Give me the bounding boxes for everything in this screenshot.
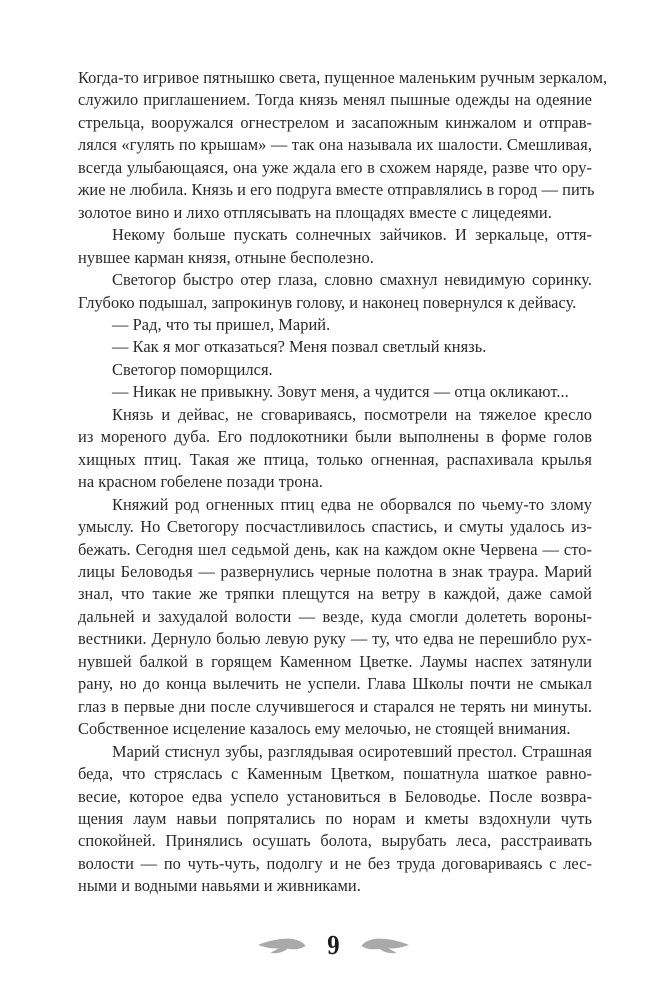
text-line: лялся «гулять по крышам» — так она называла их шалости. Смешливая, [78,135,592,155]
text-line: — Как я мог отказаться? Меня позвал светлый князь. [112,337,487,357]
text-line: умыслу. Но Светогору посчастливилось спастись, и смуты удалось из- [78,517,592,537]
paragraph [78,741,592,898]
text-line: Светогор поморщился. [112,359,273,379]
text-line: рану, но до конца вылечить не успели. Глава Школы почти не смыкал [78,674,592,694]
text-line: знал, что такие же тряпки плещутся на ветру в каждой, даже самой [78,584,592,604]
text-line: Светогор быстро отер глаза, словно смахнул невидимую соринку. [112,270,592,290]
text-line: вестники. Дернуло болью левую руку — ту, что едва не перешибло рух- [78,629,592,649]
text-line: Некому больше пускать солнечных зайчиков. И зеркальце, оття- [112,225,592,245]
text-line: стрельца, вооружался огнестрелом и засапожным кинжалом и отправ- [78,112,592,132]
text-line: Князь и дейвас, не сговариваясь, посмотрели на тяжелое кресло [112,404,592,424]
text-line: нувшее карман князя, отныне бесполезно. [78,247,374,267]
text-line: глаз в первые дни после случившегося и старался не терять ни минуты. [78,696,592,716]
paragraph [78,269,592,314]
text-line: — Никак не привыкну. Зовут меня, а чудится — отца окликают... [112,382,569,402]
text-line: Собственное исцеление казалось ему мелочью, не стоящей внимания. [78,719,571,739]
text-line: всегда улыбающаяся, она уже ждала его в схожем наряде, разве что ору- [78,157,592,177]
text-line: беда, что стряслась с Каменным Цветком, пошатнула шаткое равно- [78,764,592,784]
text-line: нувшей балкой в горящем Каменном Цветке. Лаумы наспех затянули [78,651,592,671]
text-line: хищных птиц. Такая же птица, только огненная, распахивала крылья [78,449,592,469]
text-line: — Рад, что ты пришел, Марий. [112,314,331,334]
text-line: на красном гобелене позади трона. [78,472,323,492]
paragraph [78,224,592,269]
text-line: Княжий род огненных птиц едва не оборвался по чьему-то злому [112,494,592,514]
paragraph [78,336,592,358]
text-block [78,67,608,898]
text-line: бежать. Сегодня шел седьмой день, как на каждом окне Червена — сто- [78,539,592,559]
paragraph [78,67,608,224]
paragraph [78,404,592,494]
text-line: Марий стиснул зубы, разглядывая осиротевший престол. Страшная [112,741,592,761]
paragraph [78,494,592,741]
text-line: щения лаум навьи попрятались по норам и кметы вздохнули чуть [78,808,592,828]
text-line: спокойней. Принялись осушать болота, вырубать леса, расстраивать [78,831,592,851]
text-line: Когда-то игривое пятнышко света, пущенное маленьким ручным зеркалом, [78,68,608,87]
text-line: ными и водными навьями и живниками. [78,876,361,896]
text-line: служило приглашением. Тогда князь менял пышные одежды на одеяние [78,90,592,110]
text-line: жие не любила. Князь и его подруга вместе отправлялись в город — пить [78,180,595,200]
page-footer [0,924,667,968]
text-line: дальней и захудалой волости — везде, куда смогли долететь вороны- [78,606,592,626]
text-line: волости — по чуть-чуть, подолгу и не без труда договариваясь с лес- [78,853,592,873]
paragraph [78,359,592,381]
text-line: из мореного дуба. Его подлокотники были выполнены в форме голов [78,427,592,447]
wing-left-ornament [258,938,306,955]
text-line: весие, которое едва успело установиться в Беловодье. После возвра- [78,786,592,806]
text-line: лицы Беловодья — развернулись черные полотна в знак траура. Марий [78,561,592,581]
paragraph [78,314,592,336]
text-line: золотое вино и лихо отплясывать на площадях вместе с лицедеями. [78,202,552,222]
page-number: 9 [326,931,341,960]
paragraph [78,381,592,403]
wing-right-ornament [361,938,409,955]
text-line: Глубоко подышал, запрокинув голову, и наконец повернулся к дейвасу. [78,292,577,312]
